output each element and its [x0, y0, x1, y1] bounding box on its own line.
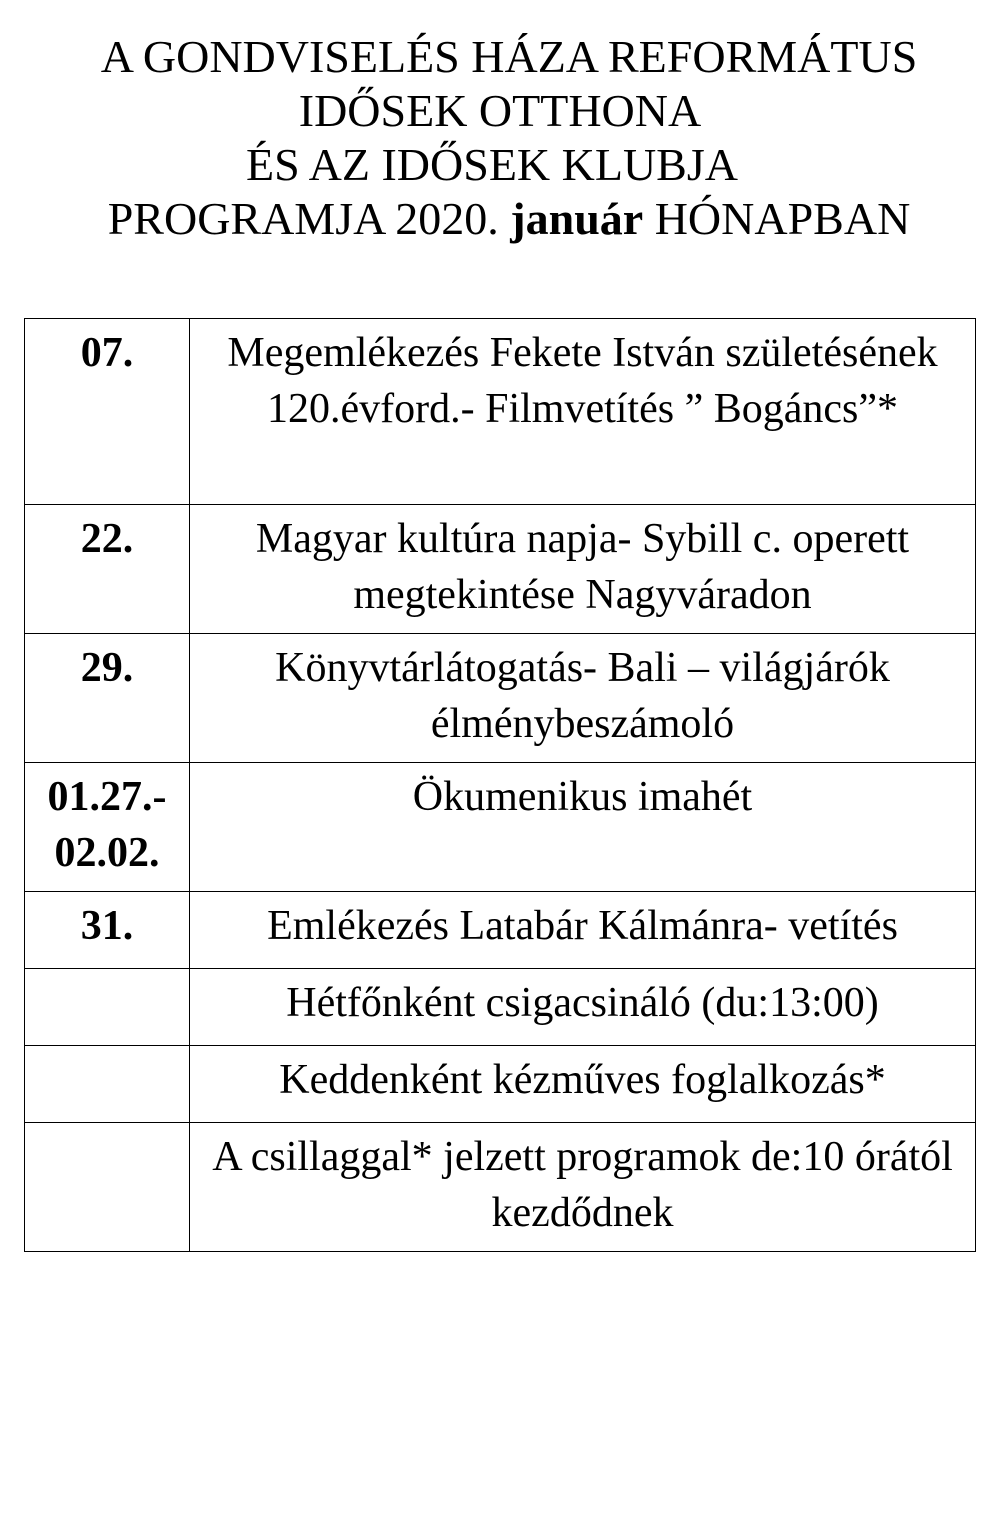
title-month-suffix: HÓNAPBAN: [643, 193, 911, 244]
title-line-4: [18, 192, 991, 246]
title-line-1: A GONDVISELÉS HÁZA REFORMÁTUS: [100, 31, 918, 82]
row-date: 07.: [25, 319, 190, 505]
table-row: [25, 319, 976, 505]
row-event: Hétfőnként csigacsináló (du:13:00): [190, 969, 976, 1046]
table-row: [25, 634, 976, 763]
row-date: [25, 969, 190, 1046]
row-date: 29.: [25, 634, 190, 763]
title-program-year: PROGRAMJA 2020.: [107, 193, 511, 244]
row-event: A csillaggal* jelzett programok de:10 órától kezdődnek: [190, 1123, 976, 1252]
table-row: [25, 1046, 976, 1123]
row-event: Keddenként kézműves foglalkozás*: [190, 1046, 976, 1123]
table-row: [25, 969, 976, 1046]
title-line-2: IDŐSEK OTTHONA: [298, 85, 702, 136]
page-title: [0, 30, 991, 246]
row-date: [25, 1046, 190, 1123]
row-event: Ökumenikus imahét: [190, 763, 976, 892]
row-date: 01.27.- 02.02.: [25, 763, 190, 892]
row-event: Megemlékezés Fekete István születésének 120.évford.- Filmvetítés ” Bogáncs”*: [190, 319, 976, 505]
row-date: [25, 1123, 190, 1252]
row-event: Magyar kultúra napja- Sybill c. operett megtekintése Nagyváradon: [190, 505, 976, 634]
title-line-3: ÉS AZ IDŐSEK KLUBJA: [246, 139, 738, 190]
table-row: [25, 1123, 976, 1252]
row-date: 31.: [25, 892, 190, 969]
row-event: Könyvtárlátogatás- Bali – világjárók élménybeszámoló: [190, 634, 976, 763]
row-event: Emlékezés Latabár Kálmánra- vetítés: [190, 892, 976, 969]
table-row: [25, 892, 976, 969]
row-date: 22.: [25, 505, 190, 634]
table-row: [25, 505, 976, 634]
title-month: január: [510, 193, 644, 244]
program-table: [24, 318, 976, 1252]
table-row: [25, 763, 976, 892]
